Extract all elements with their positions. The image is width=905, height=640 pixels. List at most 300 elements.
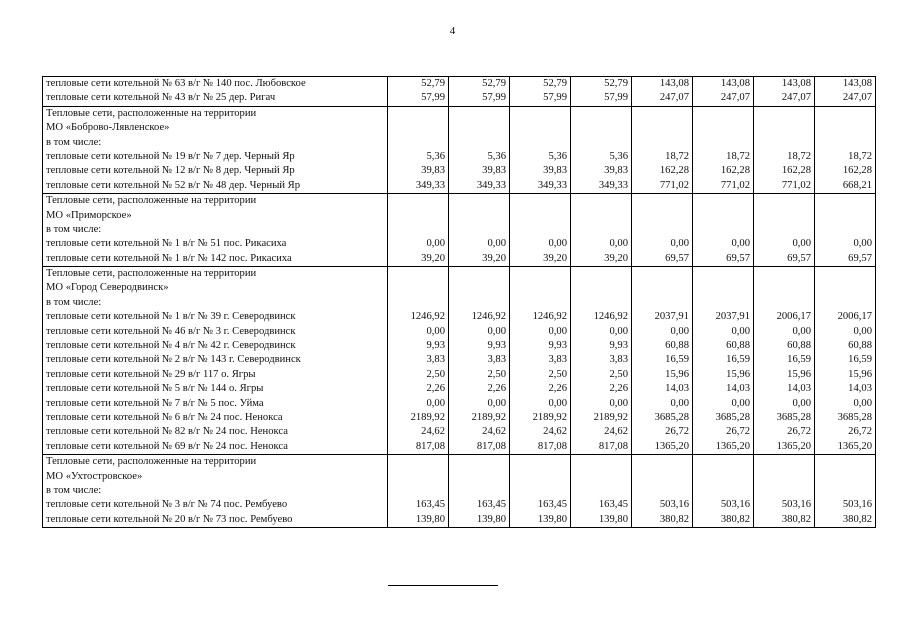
row-name-line: тепловые сети котельной № 1 в/г № 51 пос. Рикасиха [46,238,287,250]
value-line: 0,00 [609,397,628,409]
value-line [757,470,811,484]
value-line [696,296,750,310]
value-line: 24,62 [604,426,628,438]
value-line: 380,82 [659,513,689,525]
value-cell [754,194,815,267]
value-line [635,107,689,121]
value-cell [388,77,449,107]
value-line: 39,20 [543,252,567,264]
row-name-line: в том числе: [46,296,102,308]
value-line: 0,00 [792,238,811,250]
value-line [818,296,872,310]
row-name-line: тепловые сети котельной № 29 в/г 117 о. Ягры [46,368,256,380]
value-line: 3,83 [548,354,567,366]
value-line: 1365,20 [715,440,750,452]
value-line: 817,08 [537,440,567,452]
value-line [574,223,628,237]
value-line: 14,03 [848,383,872,395]
value-line: 18,72 [848,150,872,162]
value-line: 2,50 [548,368,567,380]
value-line [452,296,506,310]
row-name-line: в том числе: [46,136,102,148]
value-line: 39,83 [421,165,445,177]
value-line: 2,50 [609,368,628,380]
value-line [391,470,445,484]
row-name-line: МО «Приморское» [46,209,132,221]
value-line: 2189,92 [532,411,567,423]
value-line [818,223,872,237]
heat-networks-table [42,76,876,528]
value-line: 1246,92 [532,311,567,323]
value-line: 2,26 [609,383,628,395]
value-cell [754,267,815,455]
value-cell [510,267,571,455]
row-name-line: тепловые сети котельной № 52 в/г № 48 дер. Черный Яр [46,179,301,191]
value-line: 69,57 [726,252,750,264]
value-line [513,194,567,208]
row-name-line: тепловые сети котельной № 2 в/г № 143 г. Северодвинск [46,354,301,366]
value-line: 15,96 [726,368,750,380]
value-line [513,455,567,469]
value-line: 817,08 [476,440,506,452]
value-line: 2189,92 [471,411,506,423]
value-line: 1365,20 [776,440,811,452]
value-cell [388,455,449,528]
value-line: 14,03 [726,383,750,395]
value-line [452,470,506,484]
row-name-line: тепловые сети котельной № 6 в/г № 24 пос. Ненокса [46,411,283,423]
value-line: 380,82 [842,513,872,525]
value-line: 0,00 [487,397,506,409]
value-line [696,136,750,150]
value-line [757,455,811,469]
value-line: 162,28 [842,165,872,177]
value-line [818,136,872,150]
row-name-cell [43,77,388,107]
value-line: 380,82 [781,513,811,525]
value-line: 52,79 [421,78,445,89]
value-line [574,455,628,469]
value-line [513,107,567,121]
value-line [635,194,689,208]
value-line: 247,07 [720,92,750,104]
value-line: 143,08 [781,78,811,89]
value-line [513,121,567,135]
value-cell [571,194,632,267]
value-cell [754,455,815,528]
value-line [574,136,628,150]
row-name-line: Тепловые сети, расположенные на территории [46,195,257,207]
value-line [696,223,750,237]
row-name-line: тепловые сети котельной № 19 в/г № 7 дер. Черный Яр [46,150,295,162]
value-line: 14,03 [787,383,811,395]
row-name-line: тепловые сети котельной № 20 в/г № 73 пос. Рембуево [46,513,293,525]
value-line: 139,80 [598,513,628,525]
value-line: 0,00 [670,397,689,409]
row-name-line: тепловые сети котельной № 12 в/г № 8 дер. Черный Яр [46,165,295,177]
page-number: 4 [449,25,456,37]
value-line: 0,00 [548,397,567,409]
value-line: 2,26 [487,383,506,395]
value-line: 139,80 [537,513,567,525]
value-line: 2037,91 [654,311,689,323]
value-cell [449,194,510,267]
value-line [757,121,811,135]
value-line: 18,72 [787,150,811,162]
value-line: 247,07 [842,92,872,104]
value-line [391,296,445,310]
value-line [635,281,689,295]
value-line: 0,00 [670,325,689,337]
value-line: 57,99 [604,92,628,104]
value-line [818,121,872,135]
value-line [818,209,872,223]
value-line: 2189,92 [593,411,628,423]
row-name-line: МО «Боброво-Лявленское» [46,122,170,134]
table-row [43,194,876,267]
value-line [818,484,872,498]
value-cell [510,106,571,193]
value-cell [815,267,876,455]
value-line [635,455,689,469]
value-cell [510,77,571,107]
value-line: 0,00 [426,238,445,250]
value-line [452,209,506,223]
value-line [757,209,811,223]
value-line [757,223,811,237]
row-name-cell [43,455,388,528]
value-line [635,484,689,498]
row-name-line: тепловые сети котельной № 69 в/г № 24 пос. Ненокса [46,440,288,452]
value-line: 2006,17 [776,311,811,323]
value-cell [693,455,754,528]
value-line: 3685,28 [654,411,689,423]
value-cell [693,267,754,455]
value-cell [815,106,876,193]
value-line [574,484,628,498]
value-cell [510,194,571,267]
value-line [635,223,689,237]
value-line: 0,00 [670,238,689,250]
value-line: 15,96 [665,368,689,380]
value-line: 69,57 [665,252,689,264]
value-line: 0,00 [731,325,750,337]
value-line [513,136,567,150]
value-cell [571,455,632,528]
value-line [452,455,506,469]
value-line: 2006,17 [837,311,872,323]
value-line: 57,99 [482,92,506,104]
value-line: 39,83 [604,165,628,177]
value-line: 18,72 [665,150,689,162]
row-name-cell [43,194,388,267]
value-line: 349,33 [476,179,506,191]
row-name-cell [43,106,388,193]
value-line: 69,57 [787,252,811,264]
value-line [391,121,445,135]
value-line: 3,83 [609,354,628,366]
value-line: 2,26 [426,383,445,395]
value-line: 162,28 [659,165,689,177]
row-name-line: тепловые сети котельной № 1 в/г № 142 пос. Рикасиха [46,252,292,264]
value-line [818,455,872,469]
value-line [513,209,567,223]
value-line: 60,88 [787,340,811,352]
value-cell [449,77,510,107]
value-line: 5,36 [548,150,567,162]
footer-divider [388,585,498,586]
value-line [574,267,628,281]
value-line: 69,57 [848,252,872,264]
value-cell [449,455,510,528]
value-line: 771,02 [659,179,689,191]
row-name-line: тепловые сети котельной № 82 в/г № 24 пос. Ненокса [46,426,288,438]
value-line: 2189,92 [410,411,445,423]
value-line: 349,33 [415,179,445,191]
value-line: 0,00 [609,325,628,337]
value-line: 0,00 [426,397,445,409]
value-line: 1246,92 [410,311,445,323]
value-line [696,267,750,281]
value-line: 0,00 [853,397,872,409]
value-line: 163,45 [537,499,567,511]
row-name-line: Тепловые сети, расположенные на территории [46,107,257,119]
value-line: 16,59 [787,354,811,366]
value-line: 1365,20 [654,440,689,452]
value-line: 18,72 [726,150,750,162]
value-cell [449,267,510,455]
value-cell [815,194,876,267]
value-line: 0,00 [853,238,872,250]
row-name-line: МО «Ухтостровское» [46,470,143,482]
value-line: 3685,28 [715,411,750,423]
value-line: 57,99 [543,92,567,104]
value-line [391,281,445,295]
value-line: 162,28 [781,165,811,177]
value-line: 0,00 [487,238,506,250]
value-line: 162,28 [720,165,750,177]
value-line [635,121,689,135]
value-line: 1246,92 [471,311,506,323]
row-name-line: тепловые сети котельной № 1 в/г № 39 г. Северодвинск [46,311,296,323]
value-line [635,296,689,310]
row-name-line: тепловые сети котельной № 63 в/г № 140 пос. Любовское [46,78,306,89]
value-line: 24,62 [543,426,567,438]
value-line: 14,03 [665,383,689,395]
value-line: 5,36 [487,150,506,162]
value-line: 503,16 [720,499,750,511]
row-name-line: МО «Город Северодвинск» [46,282,169,294]
value-line: 60,88 [726,340,750,352]
value-cell [571,77,632,107]
value-line: 3685,28 [776,411,811,423]
value-line: 771,02 [720,179,750,191]
value-cell [693,194,754,267]
value-line [391,484,445,498]
value-line: 503,16 [781,499,811,511]
value-line [574,107,628,121]
value-line: 349,33 [537,179,567,191]
value-line: 163,45 [415,499,445,511]
value-line: 2,50 [487,368,506,380]
value-line: 5,36 [426,150,445,162]
value-line: 39,20 [604,252,628,264]
value-line: 163,45 [476,499,506,511]
value-cell [815,455,876,528]
table-row [43,455,876,528]
value-line: 143,08 [659,78,689,89]
row-name-line: тепловые сети котельной № 43 в/г № 25 дер. Ригач [46,92,276,104]
value-cell [388,267,449,455]
value-line [452,136,506,150]
row-name-line: тепловые сети котельной № 7 в/г № 5 пос. Уйма [46,397,264,409]
value-line [574,470,628,484]
value-line: 0,00 [792,397,811,409]
value-cell [632,267,693,455]
value-line: 2037,91 [715,311,750,323]
value-line [452,223,506,237]
value-line: 57,99 [421,92,445,104]
value-line: 0,00 [487,325,506,337]
value-line: 39,83 [543,165,567,177]
value-line: 817,08 [415,440,445,452]
value-line [757,281,811,295]
row-name-line: в том числе: [46,484,102,496]
value-line: 503,16 [659,499,689,511]
value-line: 15,96 [848,368,872,380]
value-line: 52,79 [604,78,628,89]
value-line: 817,08 [598,440,628,452]
value-line: 39,83 [482,165,506,177]
value-line: 26,72 [787,426,811,438]
value-line: 26,72 [726,426,750,438]
value-line: 16,59 [726,354,750,366]
value-line: 1365,20 [837,440,872,452]
value-line [391,209,445,223]
value-line: 5,36 [609,150,628,162]
value-line [757,136,811,150]
value-line [635,136,689,150]
value-line: 0,00 [548,325,567,337]
value-line [391,136,445,150]
row-name-line: тепловые сети котельной № 4 в/г № 42 г. Северодвинск [46,340,296,352]
value-line: 668,21 [842,179,872,191]
value-line: 247,07 [781,92,811,104]
value-line [635,209,689,223]
value-line: 3685,28 [837,411,872,423]
value-line: 0,00 [548,238,567,250]
value-line [757,107,811,121]
value-line: 0,00 [792,325,811,337]
value-line: 503,16 [842,499,872,511]
value-line [513,470,567,484]
value-line: 9,93 [426,340,445,352]
value-cell [632,194,693,267]
row-name-line: Тепловые сети, расположенные на территории [46,456,257,468]
value-line: 60,88 [848,340,872,352]
value-line: 247,07 [659,92,689,104]
value-line: 15,96 [787,368,811,380]
value-line: 139,80 [476,513,506,525]
value-cell [571,106,632,193]
value-cell [510,455,571,528]
value-line [757,296,811,310]
table-row [43,77,876,107]
value-line: 143,08 [842,78,872,89]
value-cell [449,106,510,193]
row-name-line: тепловые сети котельной № 3 в/г № 74 пос. Рембуево [46,499,288,511]
value-line [818,267,872,281]
value-line [696,107,750,121]
value-line: 0,00 [731,238,750,250]
value-line [452,484,506,498]
value-line: 2,26 [548,383,567,395]
table-row [43,106,876,193]
value-line [696,121,750,135]
value-line: 16,59 [665,354,689,366]
value-line [696,484,750,498]
table-row [43,267,876,455]
value-line [513,267,567,281]
value-line: 26,72 [848,426,872,438]
value-line [574,194,628,208]
value-line: 2,50 [426,368,445,380]
value-line [513,484,567,498]
value-line [574,209,628,223]
value-line: 163,45 [598,499,628,511]
value-line [513,281,567,295]
value-line: 24,62 [421,426,445,438]
value-line: 9,93 [487,340,506,352]
row-name-line: тепловые сети котельной № 5 в/г № 144 о. Ягры [46,383,264,395]
row-name-cell [43,267,388,455]
value-line [391,267,445,281]
value-line [696,194,750,208]
value-line: 39,20 [482,252,506,264]
value-cell [754,106,815,193]
value-line [635,267,689,281]
value-line: 380,82 [720,513,750,525]
value-line [574,281,628,295]
value-line [574,121,628,135]
value-line: 0,00 [609,238,628,250]
value-line [452,107,506,121]
value-line: 3,83 [487,354,506,366]
value-line [391,455,445,469]
value-cell [632,455,693,528]
value-line: 0,00 [426,325,445,337]
value-cell [693,106,754,193]
value-cell [571,267,632,455]
value-line: 16,59 [848,354,872,366]
row-name-line: в том числе: [46,223,102,235]
value-line [452,267,506,281]
value-line [452,281,506,295]
value-line: 349,33 [598,179,628,191]
value-cell [754,77,815,107]
value-line: 3,83 [426,354,445,366]
row-name-line: тепловые сети котельной № 46 в/г № 3 г. Северодвинск [46,325,296,337]
value-cell [693,77,754,107]
value-line [391,107,445,121]
value-line [696,209,750,223]
value-line [696,455,750,469]
value-line [513,296,567,310]
value-line: 0,00 [853,325,872,337]
value-cell [388,106,449,193]
value-line [696,281,750,295]
value-line [696,470,750,484]
